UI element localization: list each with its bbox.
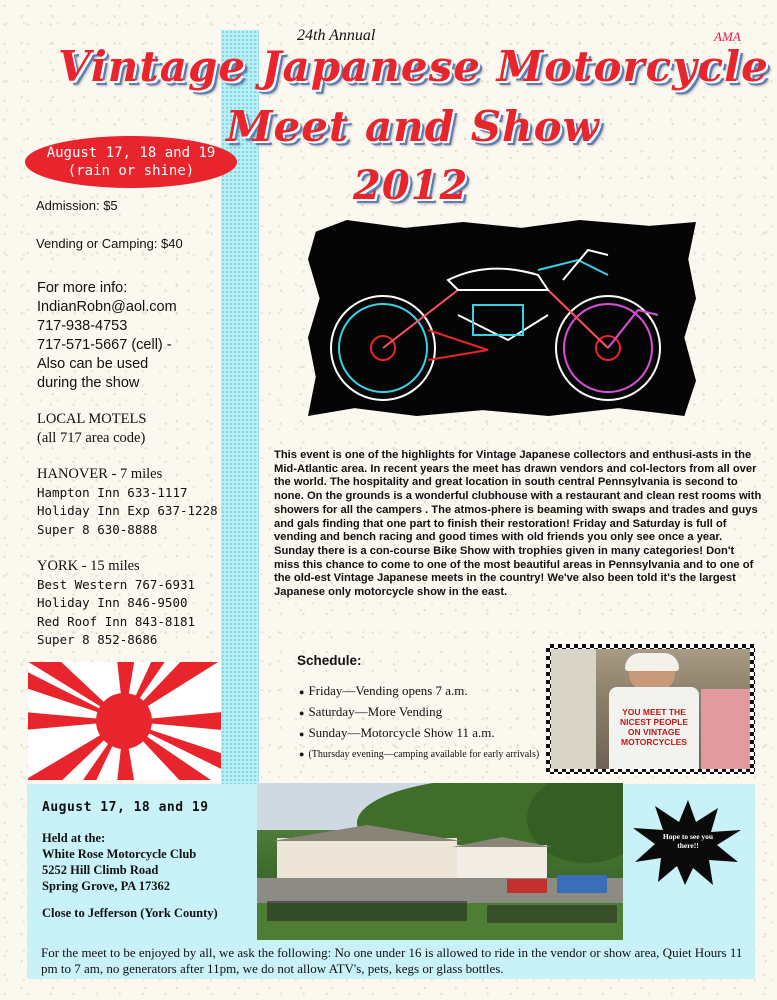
motel-item: Super 8 630-8888 [37,521,158,537]
schedule-item [299,746,549,763]
person-left [551,649,596,769]
person-right [701,689,750,769]
bullet-icon: ● [299,708,305,718]
motel-item: Super 8 852-8686 [37,632,158,647]
tshirt-line: MOTORCYCLES [621,737,687,747]
bottom-dates: August 17, 18 and 19 [42,800,209,815]
motel-item: Holiday Inn Exp 637-1228 [37,503,218,518]
schedule-item [299,683,549,699]
vending-price: Vending or Camping: $40 [36,236,183,251]
starburst-text: Hope to see you there!! [662,832,714,850]
schedule-item [299,704,549,720]
venue-info [42,830,196,894]
dates-badge-line1: August 17, 18 and 19 [46,145,216,161]
venue-city: Spring Grove, PA 17362 [42,879,171,893]
motel-item: Hampton Inn 633-1117 [37,484,188,500]
dates-badge [25,136,237,188]
schedule-item-text: (Thursday evening—camping available for early arrivals) [308,749,540,760]
venue-street: 5252 Hill Climb Road [42,863,159,877]
dates-badge-line2: (rain or shine) [67,163,195,179]
contact-note-1: Also can be used [37,356,149,372]
rules-text: For the meet to be enjoyed by all, we ask the following: No one under 16 is allowed to ride in the vendor or show area, Quiet Hours 11 pm to 7 am, no generators after 11pm, we do not allow ATV's, pets, kegs or glass bottles. [41,945,743,976]
org-label: AMA [714,29,741,44]
venue-label: Held at the: [42,831,106,845]
admission-price: Admission: $5 [36,198,118,213]
schedule-item-text: Friday—Vending opens 7 a.m. [308,683,468,698]
nearby-note: Close to Jefferson (York County) [42,906,218,920]
motels-list [37,410,218,650]
title-line-1: Vintage Japanese Motorcycle [58,42,769,91]
rising-sun-icon [28,662,221,780]
motorcycle-image [308,220,696,416]
tshirt-line: NICEST PEOPLE [619,717,688,727]
bullet-icon: ● [299,687,305,697]
schedule-item [299,725,549,741]
title-line-2: Meet and Show [226,102,600,151]
york-heading: YORK - 15 miles [37,558,140,574]
contact-info [37,279,177,393]
contact-email[interactable]: IndianRobn@aol.com [37,299,177,315]
tshirt-photo [551,649,750,769]
motorcycle-illustration [308,220,696,416]
hanover-heading: HANOVER - 7 miles [37,466,163,482]
tshirt-text [611,707,697,747]
motels-subheading: (all 717 area code) [37,429,146,446]
bullet-icon: ● [299,749,305,759]
info-heading: For more info: [37,280,128,296]
motel-item: Red Roof Inn 843-8181 [37,613,196,629]
event-description: This event is one of the highlights for Vintage Japanese collectors and enthusi-asts in the Mid-Atlantic area. In recent years the meet has drawn vendors and col-lectors from all over the world. The hospitality and great location in south central Pennsylvania is second to none. On the grounds is a wonderful clubhouse with a restaurant and clean rest rooms with showers for all the campers . The atmos-phere is beaming with swaps and trades and guys and gals finding that one part to finish their restoration! Friday and Saturday is full of vending and bench racing and good times with old friends you only see once a year. Sunday there is a con-course Bike Show with trophies given in many categories! Don't miss this chance to come to one of the most beautiful areas in Pennsylvania and to one of the old-est Vintage Japanese meets in the country! We've also been told it's the largest Japanese only motorcycle show in the east. [274,449,762,599]
man-cap [625,653,679,671]
motel-item: Holiday Inn 846-9500 [37,595,188,610]
venue-name: White Rose Motorcycle Club [42,847,197,861]
tshirt-line: YOU MEET THE [622,707,686,717]
bullet-icon: ● [299,729,305,739]
clubhouse-photo [257,783,623,940]
annual-label: 24th Annual [297,27,376,44]
contact-note-2: during the show [37,375,140,391]
schedule-list [299,683,549,768]
title-year: 2012 [353,162,469,209]
motels-heading: LOCAL MOTELS [37,411,147,427]
rising-sun-flag [28,662,221,780]
contact-phone: 717-938-4753 [37,318,128,334]
motel-item: Best Western 767-6931 [37,576,196,592]
clubhouse-scene [257,783,623,940]
tshirt-line: ON VINTAGE [627,727,681,737]
schedule-title: Schedule: [297,653,362,668]
schedule-item-text: Sunday—Motorcycle Show 11 a.m. [308,725,495,740]
contact-cell: 717-571-5667 (cell) - [37,337,172,353]
schedule-item-text: Saturday—More Vending [308,704,443,719]
